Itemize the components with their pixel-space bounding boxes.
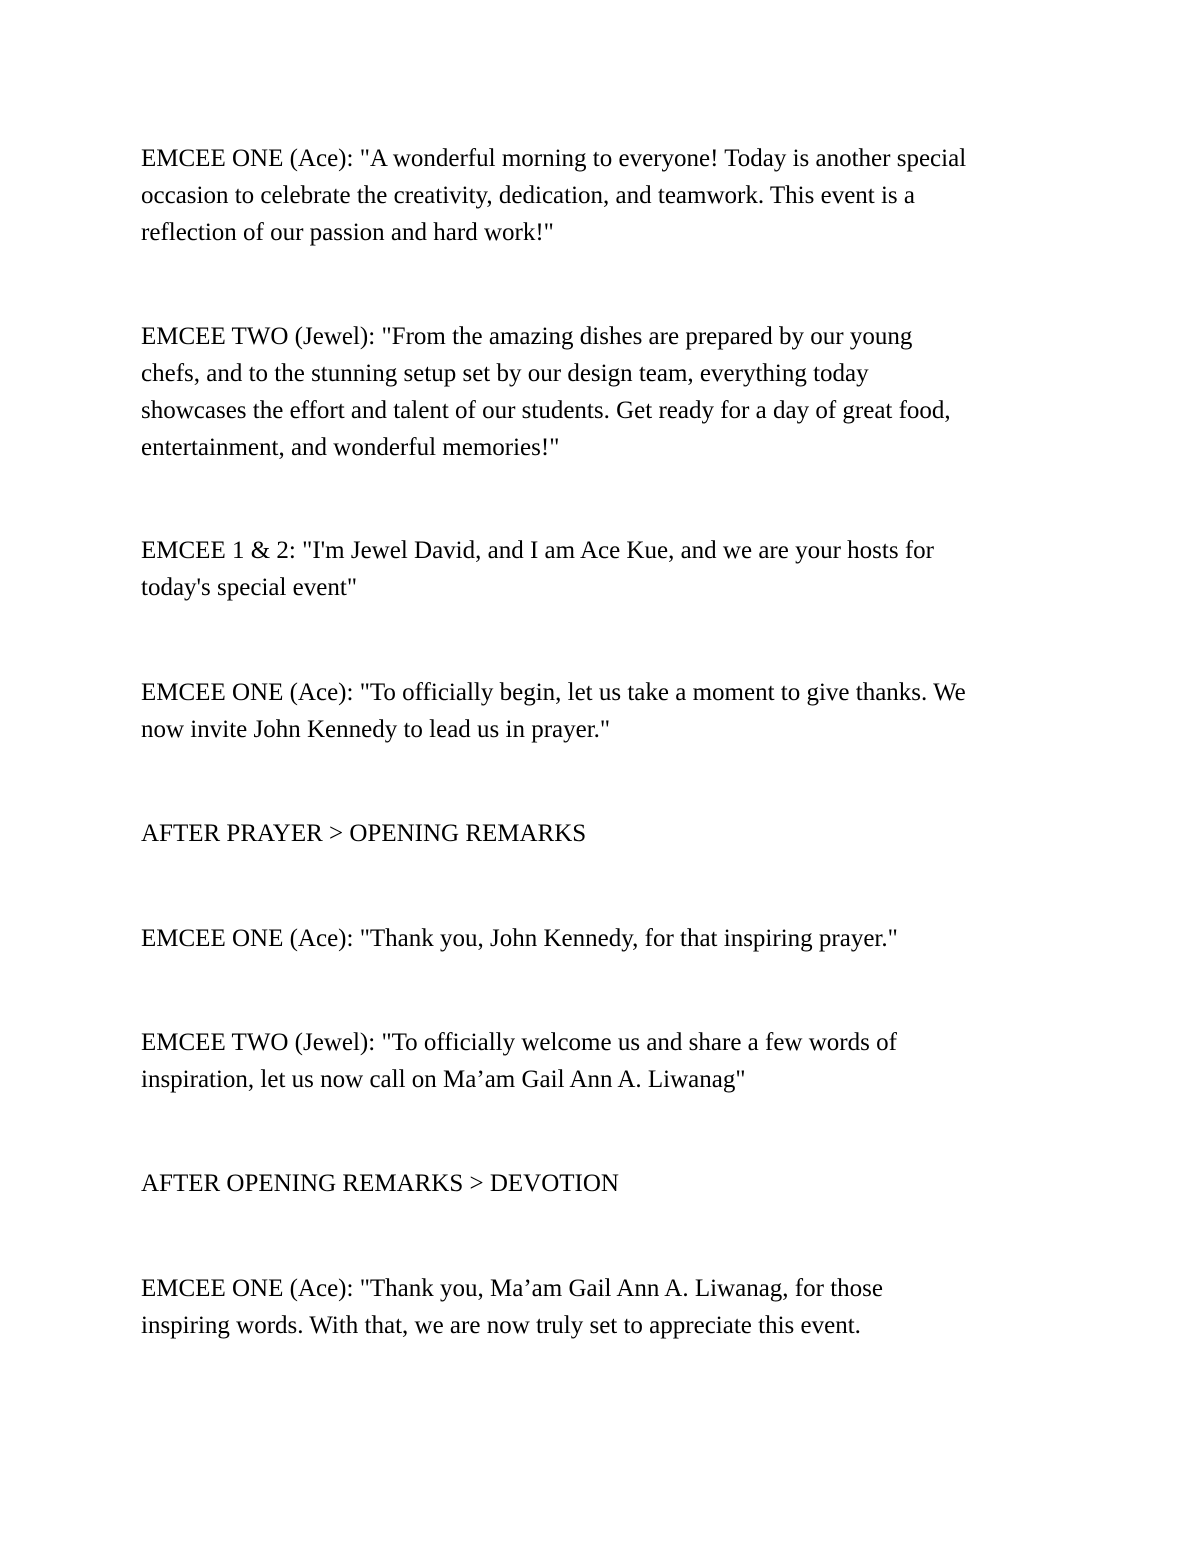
text-line: reflection of our passion and hard work!" [141,219,554,246]
script-paragraph-emcee-two-opening [141,318,1071,466]
script-paragraph-emcee-one-thanks-prayer [141,920,1071,957]
text-line: EMCEE TWO (Jewel): "To officially welcome us and share a few words of [141,1029,897,1056]
text-line: AFTER OPENING REMARKS > DEVOTION [141,1170,619,1197]
script-paragraph-emcee-one-prayer-invite [141,674,1071,748]
text-line: inspiration, let us now call on Ma’am Gail Ann A. Liwanag" [141,1066,746,1093]
section-cue-after-prayer [141,815,1071,852]
text-line: AFTER PRAYER > OPENING REMARKS [141,820,587,847]
text-line: EMCEE TWO (Jewel): "From the amazing dishes are prepared by our young [141,323,913,350]
script-paragraph-emcee-both-intro [141,532,1071,606]
text-line: EMCEE ONE (Ace): "Thank you, Ma’am Gail Ann A. Liwanag, for those [141,1275,883,1302]
text-line: entertainment, and wonderful memories!" [141,434,560,461]
text-line: showcases the effort and talent of our students. Get ready for a day of great food, [141,397,951,424]
script-paragraph-emcee-two-welcome [141,1024,1071,1098]
text-line: occasion to celebrate the creativity, dedication, and teamwork. This event is a [141,182,916,209]
text-line: chefs, and to the stunning setup set by our design team, everything today [141,360,869,387]
text-line: now invite John Kennedy to lead us in prayer." [141,716,611,743]
text-line: EMCEE ONE (Ace): "A wonderful morning to everyone! Today is another special [141,145,967,172]
text-line: today's special event" [141,574,358,601]
script-paragraph-emcee-one-thanks-remarks [141,1270,1071,1344]
text-line: EMCEE ONE (Ace): "To officially begin, let us take a moment to give thanks. We [141,679,966,706]
section-cue-after-opening-remarks [141,1165,1071,1202]
script-paragraph-emcee-one-opening [141,140,1071,251]
text-line: EMCEE 1 & 2: "I'm Jewel David, and I am Ace Kue, and we are your hosts for [141,537,934,564]
text-line: EMCEE ONE (Ace): "Thank you, John Kennedy, for that inspiring prayer." [141,925,898,952]
text-line: inspiring words. With that, we are now truly set to appreciate this event. [141,1312,861,1339]
